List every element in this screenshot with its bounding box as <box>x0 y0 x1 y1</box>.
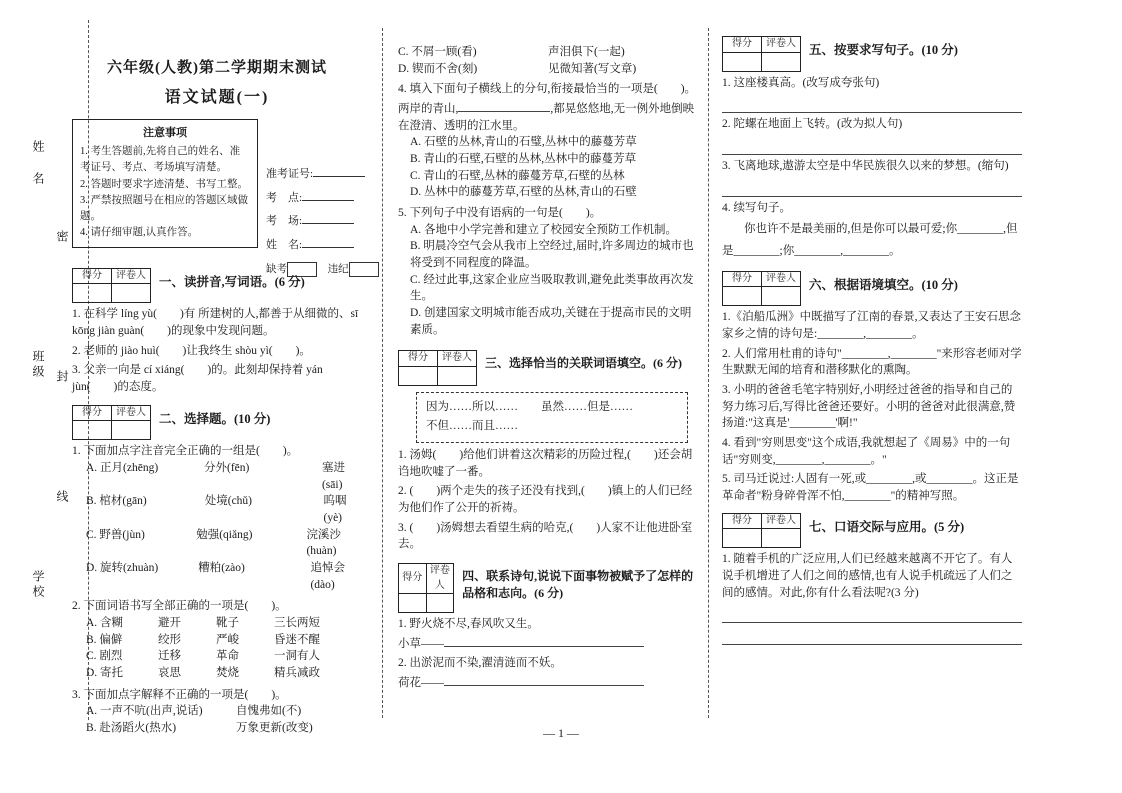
s2-q3: 3. 下面加点字解释不正确的一项是( )。 <box>72 688 287 701</box>
section-1-title: 一、读拼音,写词语。(6 分) <box>159 274 305 289</box>
s2-q2-option-b[interactable] <box>86 632 362 649</box>
opt-text: A. 一声不吭(出声,说话) <box>86 705 203 718</box>
word-bank-line-2: 不但……而且…… <box>426 420 518 433</box>
q4-stem-part2: ,都晃悠悠地,无一例外地倒映在澄清、透明的江水里。 <box>398 103 695 132</box>
s6-item-1: 1.《泊船瓜洲》中既描写了江南的春景,又表达了王安石思念家乡之情的诗句是:________,________。 <box>722 311 1021 341</box>
s5-item-1: 1. 这座楼真高。(改写成夸张句) <box>722 76 880 89</box>
page-number: — 1 — <box>543 726 579 740</box>
s5-item-2: 2. 陀螺在地面上飞转。(改为拟人句) <box>722 118 903 131</box>
marker-label: 评卷人 <box>762 513 801 529</box>
notice-heading: 注意事项 <box>143 126 187 139</box>
section-7-title: 七、口语交际与应用。(5 分) <box>809 519 965 534</box>
side-label-school: 学校 <box>31 570 45 600</box>
opt-text: 昏迷不醒 <box>274 633 320 646</box>
colA-colB-divider <box>382 28 383 718</box>
marker-label: 评卷人 <box>438 351 477 367</box>
colB-colC-divider <box>708 28 709 718</box>
notice-item-4: 4. 请仔细审题,认真作答。 <box>80 227 199 239</box>
score-value-cell[interactable] <box>723 52 762 71</box>
section-6-header <box>722 271 1022 307</box>
s5-item-4: 4. 续写句子。 <box>722 201 791 214</box>
score-label: 得分 <box>399 564 427 594</box>
violation-label: 违纪 <box>327 263 349 275</box>
marker-value-cell[interactable] <box>762 52 801 71</box>
marker-value-cell[interactable] <box>438 366 477 385</box>
marker-label: 评卷人 <box>762 37 801 53</box>
name-field[interactable] <box>266 234 362 258</box>
s2-q4-stem <box>398 101 698 134</box>
opt-text: C. 剧烈 <box>86 650 123 663</box>
opt-text: 严峻 <box>216 633 239 646</box>
opt-text: 糟粕(zào) <box>198 562 245 574</box>
score-box-7[interactable] <box>722 513 801 549</box>
score-label: 得分 <box>73 268 112 284</box>
score-value-cell[interactable] <box>399 594 427 613</box>
absent-checkbox[interactable] <box>287 262 317 277</box>
q4-stem-part1: 两岸的青山, <box>398 103 459 116</box>
absent-violation-row[interactable] <box>266 262 362 279</box>
score-box-1[interactable] <box>72 268 151 304</box>
s2-q3-option-c[interactable] <box>398 44 698 61</box>
s4-item-2 <box>398 636 698 653</box>
opt-text: C. 野兽(jùn) <box>86 528 145 541</box>
marker-value-cell[interactable] <box>112 421 151 440</box>
s2-q2: 2. 下面词语书写全部正确的一项是( )。 <box>72 600 287 613</box>
side-label-seal: 密 <box>55 230 69 245</box>
opt-text: C. 不屑一顾(看) <box>398 46 477 58</box>
score-box-5[interactable] <box>722 36 801 72</box>
s6-item-3: 3. 小明的爸爸毛笔字特别好,小明经过爸爸的指导和自己的努力练习后,写得比爸爸还要好。小明的爸爸对此很满意,赞扬道:"这真是'________'啊!" <box>722 384 1016 430</box>
opt-text: D. 锲而不舍(刻) <box>398 62 478 75</box>
section-7-header <box>722 513 1022 549</box>
score-label: 得分 <box>399 351 438 367</box>
opt-text: 见微知著(写文章) <box>548 62 637 75</box>
s2-q4-option-c[interactable]: C. 青山的石壁,丛林的藤蔓芳草,石壁的丛林 <box>410 169 625 182</box>
s2-q1-option-d[interactable] <box>86 560 362 593</box>
s2-q1-option-b[interactable] <box>86 493 362 526</box>
s7-item-1: 1. 随着手机的广泛应用,人们已经越来越离不开它了。有人说手机增进了人们之间的感情,也有人说手机疏远了人们之间的感情。对此,你有什么看法呢?(3 分) <box>722 553 1013 599</box>
s1-item-3: 3. 父亲一向是 cí xiáng( )的。此刻却保持着 yán jùn( )的态度。 <box>72 364 323 394</box>
section-2-header <box>72 405 362 441</box>
s5-answer-line-3[interactable] <box>722 181 1022 197</box>
marker-label: 评卷人 <box>426 564 454 594</box>
ticket-number-label: 准考证号: <box>266 167 314 180</box>
s4-answer-label-2: 荷花—— <box>398 677 444 690</box>
s2-q5-option-d[interactable]: D. 创建国家文明城市能否成功,关键在于提高市民的文明素质。 <box>410 307 692 336</box>
opt-text: 勉强(qiǎng) <box>196 528 253 541</box>
opt-text: 处境(chǔ) <box>204 495 253 508</box>
opt-text: 塞进(sāi) <box>321 461 345 491</box>
score-label: 得分 <box>723 37 762 53</box>
score-value-cell[interactable] <box>73 421 112 440</box>
marker-value-cell[interactable] <box>762 287 801 306</box>
exam-room-label: 考 场: <box>266 215 303 228</box>
opt-text: 呜咽(yè) <box>323 495 347 524</box>
q4-blank[interactable] <box>458 111 550 112</box>
opt-text: 革命 <box>216 650 239 663</box>
opt-text: A. 含糊 <box>86 617 124 630</box>
s2-q1: 1. 下面加点字注音完全正确的一组是( )。 <box>72 445 299 458</box>
s2-q3-option-d[interactable] <box>398 61 698 78</box>
section-2-title: 二、选择题。(10 分) <box>159 411 271 426</box>
opt-text: B. 赴汤蹈火(热水) <box>86 722 177 735</box>
exam-site-label: 考 点: <box>266 191 303 204</box>
score-label: 得分 <box>723 271 762 287</box>
s2-q1-option-a[interactable] <box>86 460 362 493</box>
marker-label: 评卷人 <box>112 268 151 284</box>
s5-answer-line-1[interactable] <box>722 97 1022 113</box>
s4-item-4 <box>398 675 698 692</box>
opt-text: 分外(fēn) <box>203 461 250 474</box>
s6-item-4: 4. 看到"穷则思变"这个成语,我就想起了《周易》中的一句话"穷则变,________,________。" <box>722 437 1011 466</box>
s7-answer-line-1[interactable] <box>722 607 1022 623</box>
s2-q2-option-a[interactable] <box>86 615 362 632</box>
section-3-header <box>398 350 698 386</box>
s6-item-2: 2. 人们常用杜甫的诗句"________,________"来形容老师对学生默默无闻的培育和潜移默化的熏陶。 <box>722 347 1022 377</box>
section-5-header <box>722 36 1022 72</box>
opt-text: 靴子 <box>216 617 239 630</box>
s5-answer-line-2[interactable] <box>722 139 1022 155</box>
score-box-6[interactable] <box>722 271 801 307</box>
score-box-4[interactable] <box>398 563 454 613</box>
opt-text: 哀思 <box>158 667 181 680</box>
score-box-2[interactable] <box>72 405 151 441</box>
s6-item-5: 5. 司马迁说过:人固有一死,或________,或________。这正是革命者"粉身碎骨浑不怕,________"的精神写照。 <box>722 473 1019 503</box>
s2-q2-option-c[interactable] <box>86 648 362 665</box>
opt-text: 一洞有人 <box>274 650 320 663</box>
side-label-class: 班级 <box>31 350 45 380</box>
violation-checkbox[interactable] <box>349 262 379 277</box>
s2-q3-option-a[interactable] <box>86 703 362 720</box>
s2-q4-option-a[interactable]: A. 石壁的丛林,青山的石璧,丛林中的藤蔓芳草 <box>410 136 637 149</box>
section-5-title: 五、按要求写句子。(10 分) <box>809 43 958 57</box>
s2-q5-option-b[interactable]: B. 明晨冷空气会从我市上空经过,届时,许多周边的城市也将受到不同程度的降温。 <box>410 240 694 270</box>
score-value-cell[interactable] <box>73 284 112 303</box>
marker-value-cell[interactable] <box>762 529 801 548</box>
s4-answer-label-1: 小草—— <box>398 637 444 650</box>
marker-value-cell[interactable] <box>112 284 151 303</box>
opt-text: 精兵减政 <box>274 667 320 680</box>
s2-q2-option-d[interactable] <box>86 665 362 682</box>
side-label-line: 线 <box>55 490 69 505</box>
opt-text: 自愧弗如(不) <box>236 705 302 718</box>
name-label: 姓 名: <box>266 238 303 251</box>
opt-text: 追悼会(dào) <box>310 562 345 591</box>
opt-text: 浣溪沙(huàn) <box>306 528 341 558</box>
s1-item-1: 1. 在科学 líng yù( )有 所建树的人,都善于从细微的、sī kōng jiàn guàn( )的现象中发现问题。 <box>72 308 359 338</box>
notice-item-3: 3. 严禁按照题号在相应的答题区域做题。 <box>80 194 248 223</box>
score-value-cell[interactable] <box>723 529 762 548</box>
candidate-info-block <box>266 163 362 278</box>
column-right <box>722 36 1022 645</box>
paper-title-line2: 语文试题(一) <box>164 88 270 106</box>
opt-text: B. 棺材(gān) <box>86 495 147 508</box>
s4-item-3: 2. 出淤泥而不染,濯清涟而不妖。 <box>398 657 562 670</box>
score-value-cell[interactable] <box>723 287 762 306</box>
opt-text: A. 正月(zhēng) <box>86 461 159 474</box>
s7-answer-line-2[interactable] <box>722 629 1022 645</box>
s4-answer-blank-1[interactable] <box>444 646 644 647</box>
s2-q4-option-d[interactable]: D. 丛林中的藤蔓芳草,石壁的丛林,青山的石壁 <box>410 186 637 199</box>
s3-item-1: 1. 汤姆( )给他们讲着这次精彩的历险过程,( )还会胡诌地吹嘘了一番。 <box>398 449 693 478</box>
marker-label: 评卷人 <box>112 405 151 421</box>
s4-answer-blank-2[interactable] <box>444 685 644 686</box>
score-label: 得分 <box>723 513 762 529</box>
notice-box <box>72 119 258 248</box>
s2-q4: 4. 填入下面句子横线上的分句,衔接最恰当的一项是( )。 <box>398 83 697 96</box>
s3-item-2: 2. ( )两个走失的孩子还没有找到,( )镇上的人们已经为他们作了公开的祈祷。 <box>398 485 693 515</box>
s2-q5: 5. 下列句子中没有语病的一句是( )。 <box>398 207 602 220</box>
section-4-title: 四、联系诗句,说说下面事物被赋予了怎样的品格和志向。(6 分) <box>462 569 694 600</box>
column-middle <box>398 44 698 692</box>
word-bank-line-1: 因为……所以…… 虽然……但是…… <box>426 400 633 413</box>
notice-item-2: 2. 答题时要求字迹清楚、书写工整。 <box>80 178 248 190</box>
s1-item-2: 2. 老师的 jiào huì( )让我终生 shòu yì( )。 <box>72 344 311 357</box>
s2-q1-option-c[interactable] <box>86 527 362 560</box>
notice-item-1: 1. 考生答题前,先将自己的姓名、准考证号、考点、考场填写清楚。 <box>80 145 241 174</box>
s3-word-bank <box>416 392 688 443</box>
opt-text: 绞形 <box>158 633 181 646</box>
side-label-feng: 封 <box>55 370 69 385</box>
opt-text: D. 寄托 <box>86 667 124 680</box>
side-label-name: 姓 名 <box>31 140 45 187</box>
s3-item-3: 3. ( )汤姆想去看望生病的哈克,( )人家不让他进卧室去。 <box>398 521 693 551</box>
s5-item-3: 3. 飞离地球,遨游太空是中华民族很久以来的梦想。(缩句) <box>722 159 1009 172</box>
opt-text: 迁移 <box>158 650 181 663</box>
s5-item-5: 你也许不是最美丽的,但是你可以最可爱;你________,但是________;你________,________。 <box>722 223 1018 258</box>
s2-q5-option-a[interactable]: A. 各地中小学完善和建立了校园安全预防工作机制。 <box>410 223 678 236</box>
score-value-cell[interactable] <box>399 366 438 385</box>
opt-text: 万象更新(改变) <box>236 722 313 735</box>
opt-text: D. 旋转(zhuàn) <box>86 562 159 574</box>
section-3-title: 三、选择恰当的关联词语填空。(6 分) <box>485 356 682 371</box>
section-6-title: 六、根据语境填空。(10 分) <box>809 277 958 292</box>
s4-item-1: 1. 野火烧不尽,春风吹又生。 <box>398 618 539 631</box>
ticket-number-field[interactable] <box>266 163 362 187</box>
s2-q5-option-c[interactable]: C. 经过此事,这家企业应当吸取教训,避免此类事故再次发生。 <box>410 273 694 303</box>
exam-site-field[interactable] <box>266 187 362 211</box>
column-left <box>72 28 362 737</box>
marker-label: 评卷人 <box>762 271 801 287</box>
opt-text: B. 偏僻 <box>86 633 123 646</box>
opt-text: 焚烧 <box>216 667 239 680</box>
section-4-header <box>398 563 698 613</box>
opt-text: 避开 <box>158 617 181 630</box>
exam-room-field[interactable] <box>266 210 362 234</box>
s2-q4-option-b[interactable]: B. 青山的石壁,石壁的丛林,丛林中的藤蔓芳草 <box>410 153 637 166</box>
marker-value-cell[interactable] <box>426 594 454 613</box>
score-box-3[interactable] <box>398 350 477 386</box>
opt-text: 三长两短 <box>274 617 320 630</box>
absent-label: 缺考 <box>266 263 287 275</box>
paper-title-line1: 六年级(人教)第二学期期末测试 <box>107 60 327 76</box>
score-label: 得分 <box>73 405 112 421</box>
opt-text: 声泪俱下(一起) <box>548 46 625 58</box>
